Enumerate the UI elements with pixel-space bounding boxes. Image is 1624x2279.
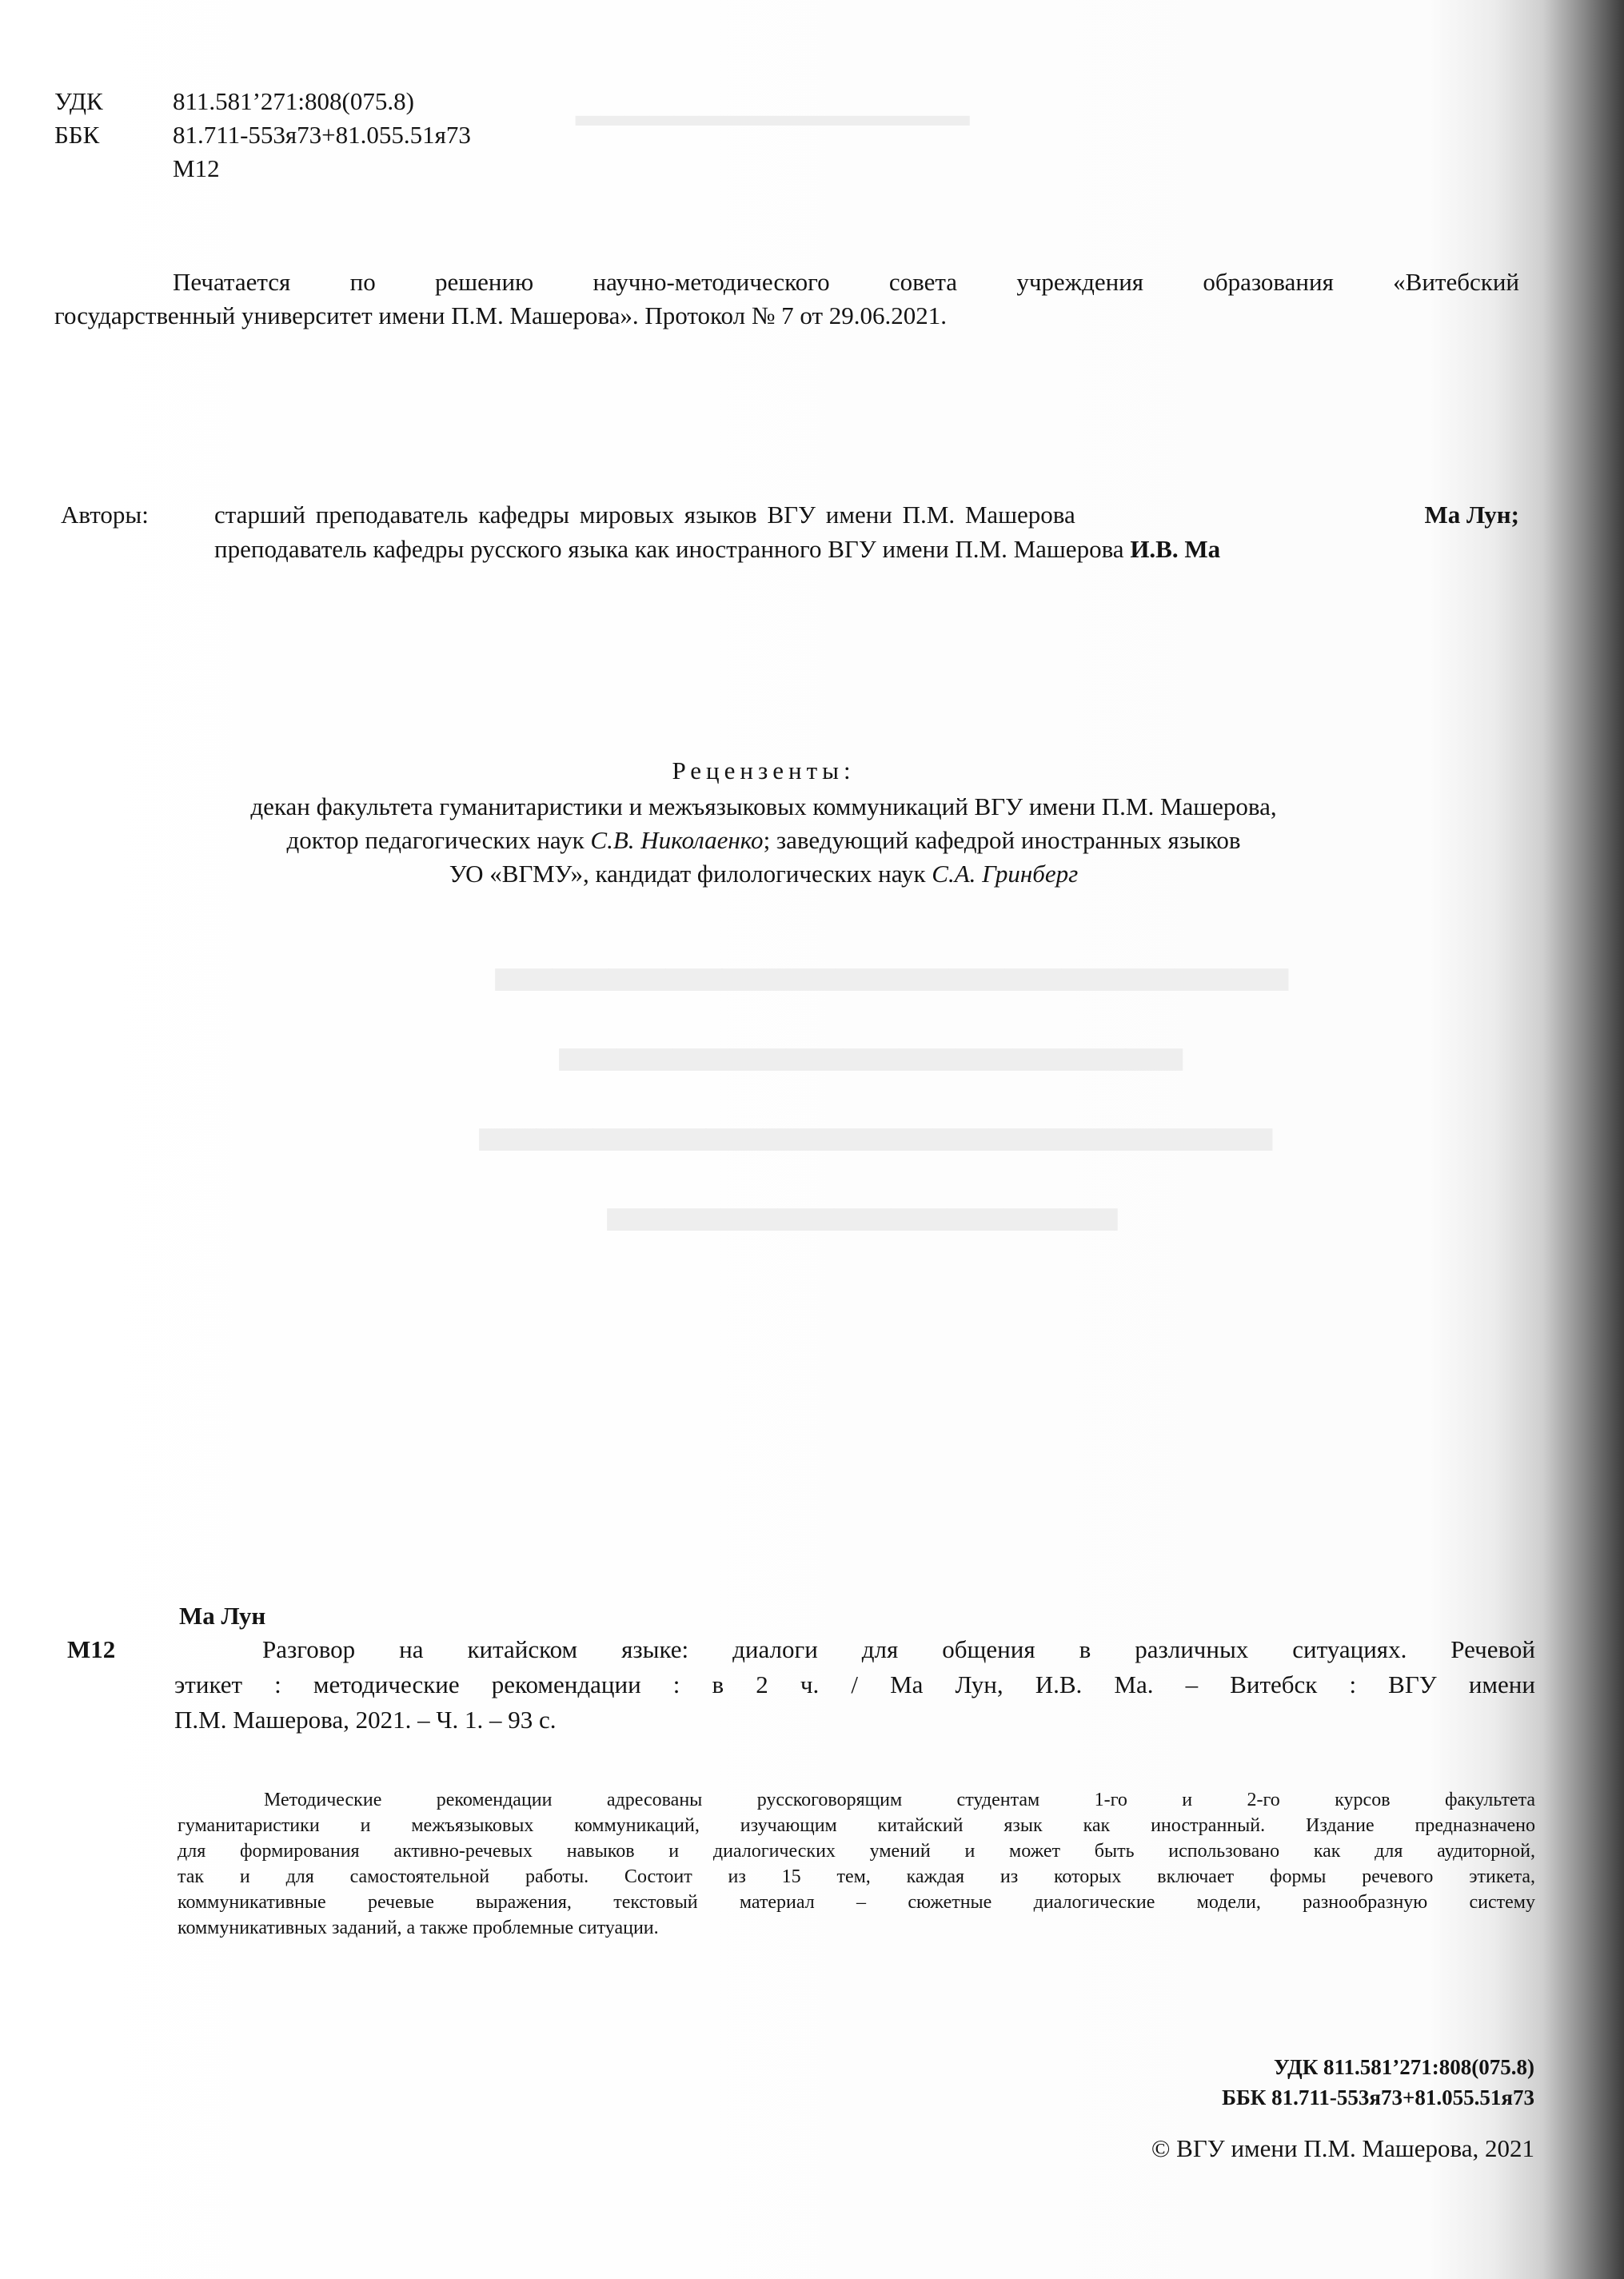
annotation-line-6: коммуникативных заданий, а также проблемные ситуации. (178, 1918, 659, 1938)
udk-label: УДК (54, 87, 103, 115)
reviewers-line-2: доктор педагогических наук С.В. Николаенко; заведующий кафедрой иностранных языков (286, 826, 1241, 854)
approval-line-1: Печатается по решению научно-методического совета учреждения образования «Витебский (173, 268, 1519, 296)
reviewers-line-3: УО «ВГМУ», кандидат филологических наук С.А. Гринберг (449, 860, 1079, 888)
author-sign: М12 (173, 154, 220, 182)
annotation-line-1: Методические рекомендации адресованы русскоговорящим студентам 1-го и 2-го курсов факультета (264, 1790, 1535, 1810)
authors-line-2-text: преподаватель кафедры русского языка как иностранного ВГУ имени П.М. Машерова (214, 535, 1124, 563)
footer-bbk: ББК 81.711-553я73+81.055.51я73 (1222, 2085, 1534, 2109)
footer-udk: УДК 811.581’271:808(075.8) (1274, 2055, 1534, 2079)
authors-line-1-text: старший преподаватель кафедры мировых языков ВГУ имени П.М. Машерова (214, 501, 1075, 529)
bleed-through-text: ▂▂▂▂▂▂▂▂▂▂▂ (560, 987, 1183, 1068)
catalog-author: Ма Лун (179, 1602, 266, 1630)
annotation-line-3: для формирования активно-речевых навыков и диалогических умений и может быть использовано как для аудиторной, (178, 1841, 1535, 1862)
approval-line-2: государственный университет имени П.М. Машерова». Протокол № 7 от 29.06.2021. (54, 301, 948, 329)
catalog-line-2: этикет : методические рекомендации : в 2 ч. / Ма Лун, И.В. Ма. – Витебск : ВГУ имени (174, 1670, 1535, 1698)
reviewer-name-2: С.А. Гринберг (932, 860, 1079, 888)
catalog-line-1: Разговор на китайском языке: диалоги для общения в различных ситуациях. Речевой (262, 1635, 1535, 1663)
copyright: © ВГУ имени П.М. Машерова, 2021 (1151, 2134, 1534, 2162)
author-name-1: Ма Лун; (1424, 501, 1519, 529)
catalog-sign: М12 (67, 1635, 116, 1663)
udk-value: 811.581’271:808(075.8) (173, 87, 414, 115)
annotation-line-2: гуманитаристики и межъязыковых коммуникаций, изучающим китайский язык как иностранный. Издание предназначено (178, 1815, 1535, 1836)
reviewers-heading: Рецензенты: (672, 756, 856, 784)
bleed-through-text: ▂▂▂▂▂▂▂▂▂▂▂▂▂▂▂▂ (576, 89, 970, 125)
reviewer-name-1: С.В. Николаенко (590, 826, 764, 854)
authors-line-2 (214, 534, 1220, 565)
annotation-line-5: коммуникативные речевые выражения, текстовый материал – сюжетные диалогические модели, разнообразную систему (178, 1892, 1535, 1913)
bleed-through-text: ▂▂▂▂▂▂▂▂▂ (608, 1147, 1117, 1228)
bbk-label: ББК (54, 121, 100, 149)
reviewers-line-1: декан факультета гуманитаристики и межъязыковых коммуникаций ВГУ имени П.М. Машерова, (250, 792, 1277, 820)
bleed-through-text: ▂▂▂▂▂▂▂▂▂▂▂▂▂▂ (496, 907, 1288, 988)
annotation-line-4: так и для самостоятельной работы. Состоит из 15 тем, каждая из которых включает формы речевого этикета, (178, 1866, 1535, 1887)
catalog-line-3: П.М. Машерова, 2021. – Ч. 1. – 93 с. (174, 1706, 557, 1734)
authors-label: Авторы: (61, 501, 149, 529)
author-name-2: И.В. Ма (1130, 535, 1221, 563)
bleed-through-text: ▂▂▂▂▂▂▂▂▂▂▂▂▂▂ (480, 1067, 1272, 1148)
authors-line-1 (214, 500, 1519, 530)
bbk-value: 81.711-553я73+81.055.51я73 (173, 121, 471, 149)
